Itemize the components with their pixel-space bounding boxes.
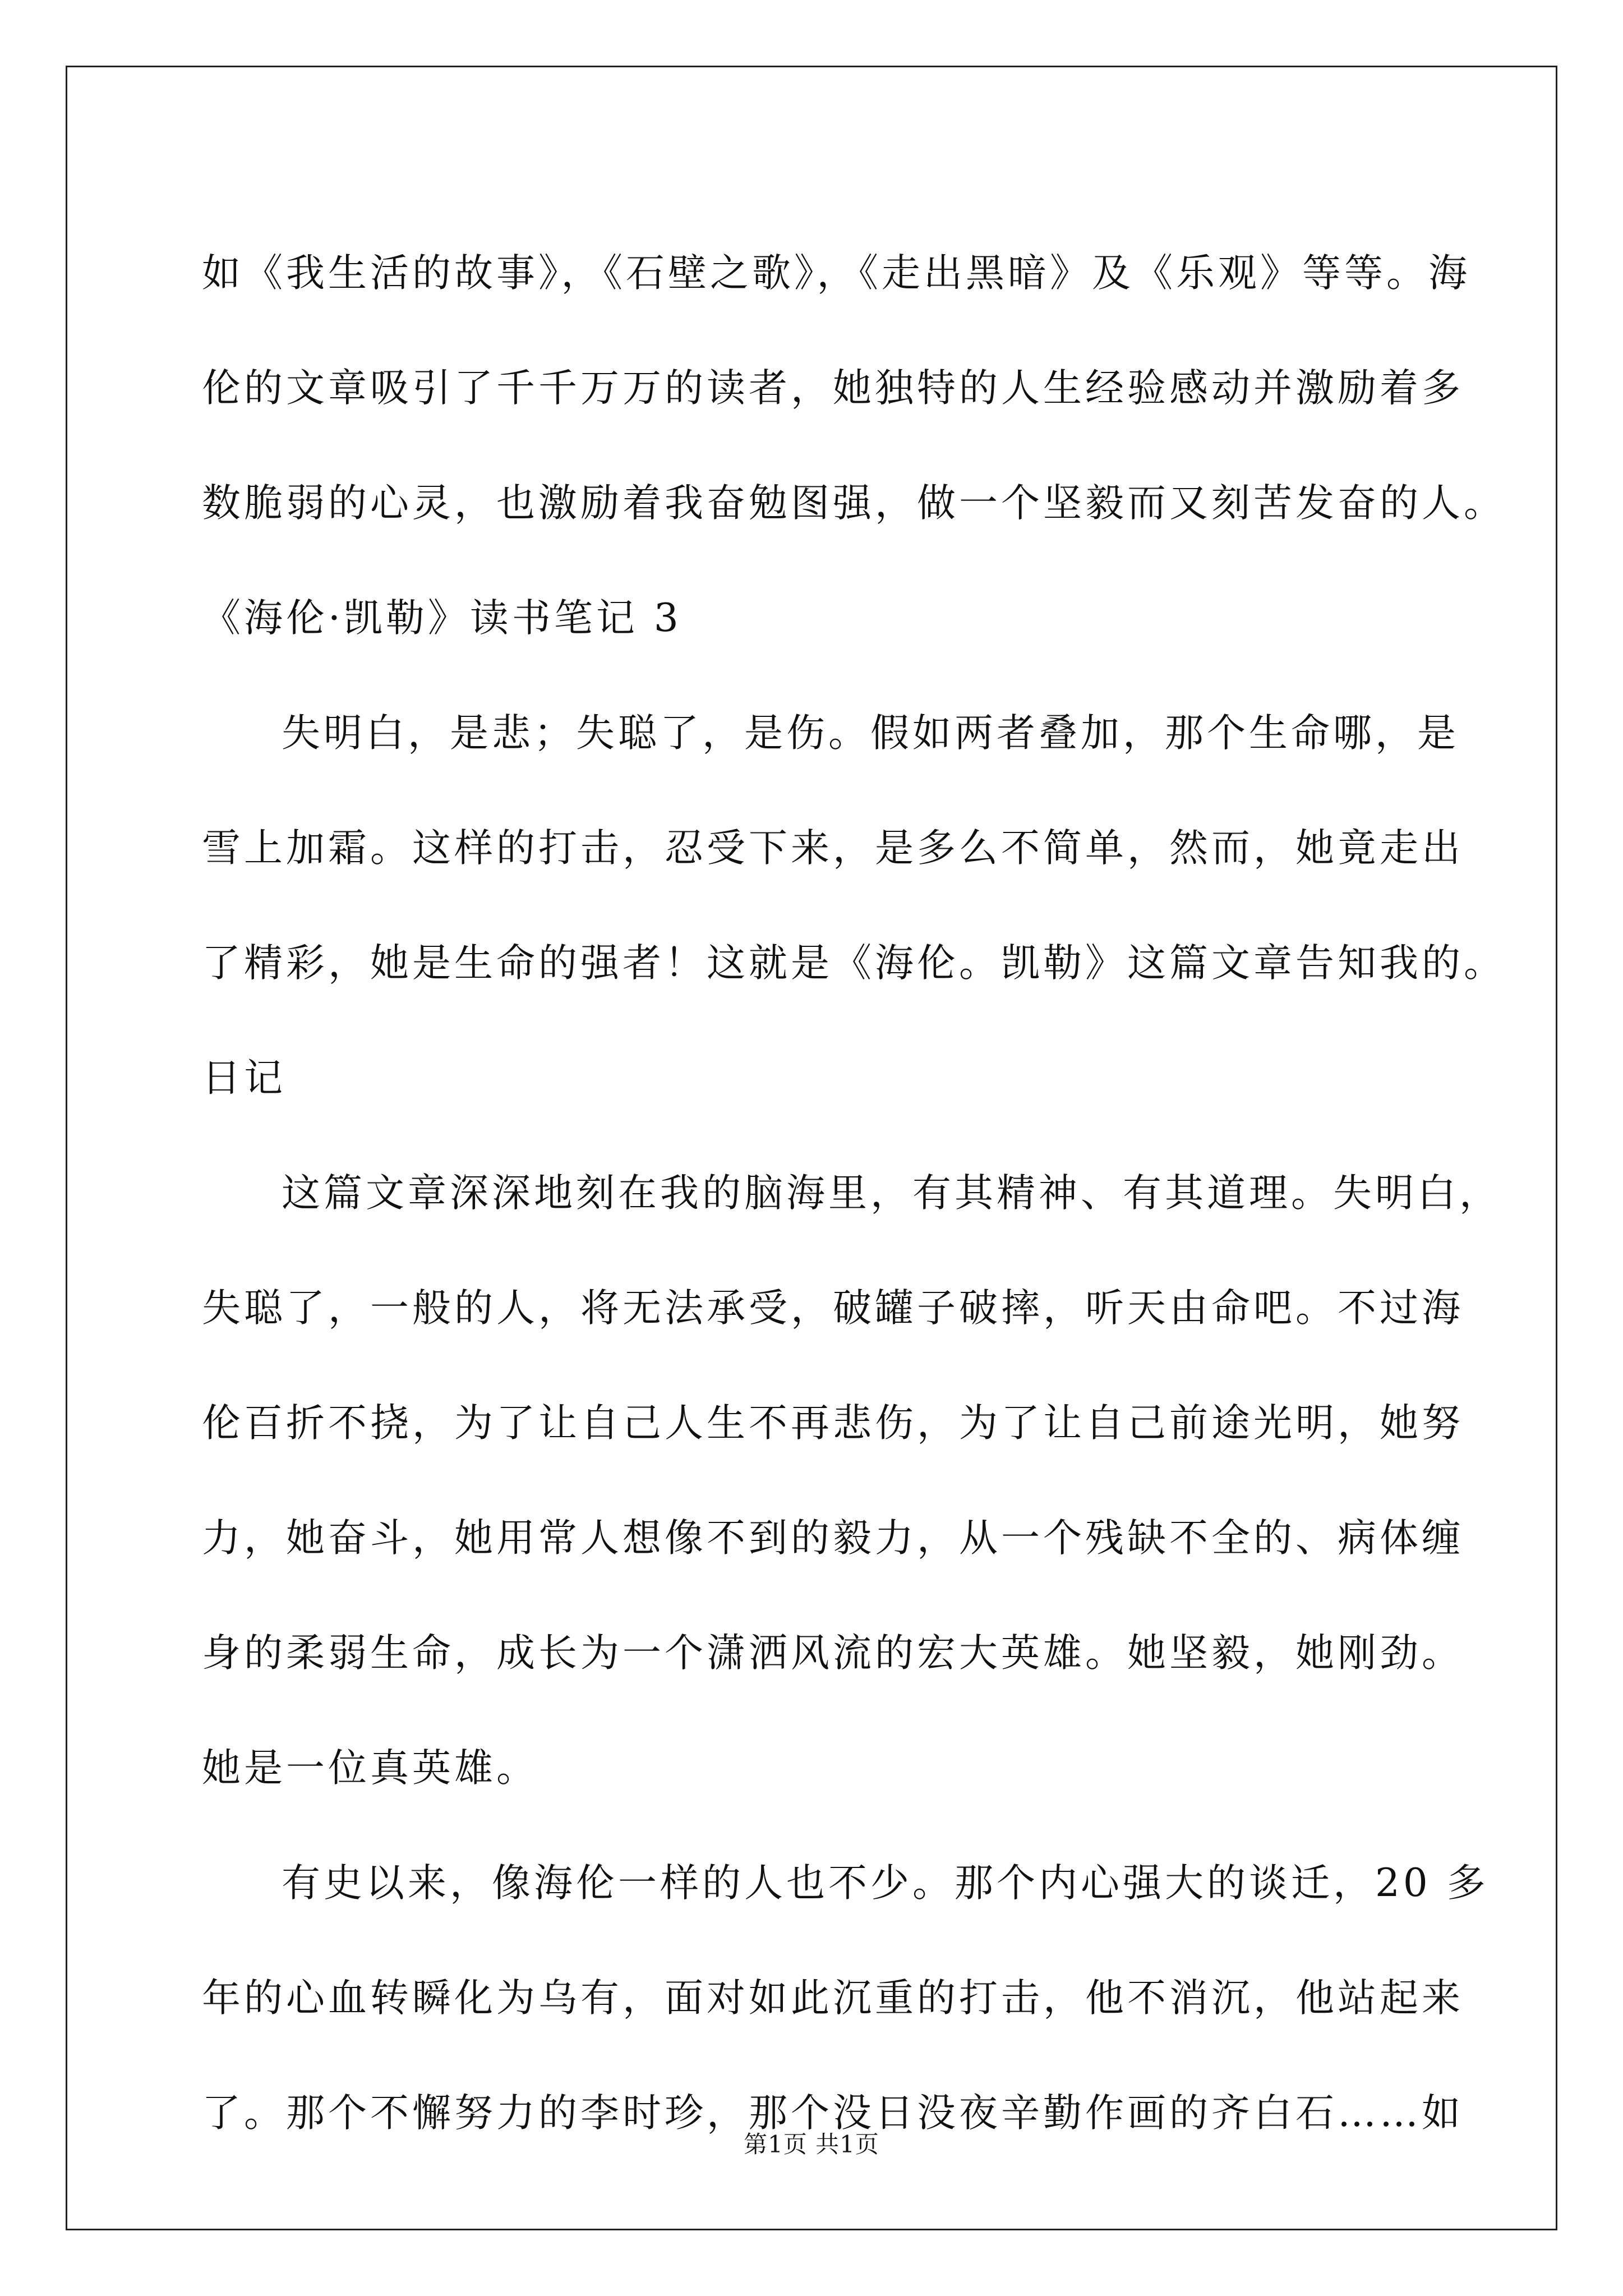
text-line: 日记: [202, 1056, 286, 1101]
text-line: 如《我生活的故事》，《石壁之歌》，《走出黑暗》及《乐观》等等。海: [202, 251, 1470, 296]
text-line: 身的柔弱生命，成长为一个潇洒风流的宏大英雄。她坚毅，她刚劲。: [202, 1631, 1464, 1676]
text-line: 了。那个不懈努力的李时珍，那个没日没夜辛勤作画的齐白石……如: [202, 2091, 1464, 2136]
text-line: 力，她奋斗，她用常人想像不到的毅力，从一个残缺不全的、病体缠: [202, 1516, 1464, 1561]
text-line: 有史以来，像海伦一样的人也不少。那个内心强大的谈迁，20 多: [282, 1861, 1489, 1906]
text-line: 年的心血转瞬化为乌有，面对如此沉重的打击，他不消沉，他站起来: [202, 1976, 1464, 2021]
text-line: 伦的文章吸引了千千万万的读者，她独特的人生经验感动并激励着多: [202, 366, 1464, 411]
text-line: 伦百折不挠，为了让自己人生不再悲伤，为了让自己前途光明，她努: [202, 1401, 1464, 1446]
text-line: 了精彩，她是生命的强者！这就是《海伦。凯勒》这篇文章告知我的。: [202, 941, 1506, 986]
page-footer: 第1页 共1页: [744, 2131, 879, 2158]
text-line: 失聪了，一般的人，将无法承受，破罐子破摔，听天由命吧。不过海: [202, 1286, 1464, 1331]
text-line: 雪上加霜。这样的打击，忍受下来，是多么不简单，然而，她竟走出: [202, 826, 1464, 871]
text-line: 失明白，是悲；失聪了，是伤。假如两者叠加，那个生命哪，是: [282, 711, 1459, 756]
document-body: [202, 216, 1506, 2171]
text-line: 数脆弱的心灵，也激励着我奋勉图强，做一个坚毅而又刻苦发奋的人。: [202, 481, 1506, 526]
section-heading: 《海伦·凯勒》读书笔记 3: [202, 596, 682, 641]
text-line: 她是一位真英雄。: [202, 1746, 538, 1791]
text-line: 这篇文章深深地刻在我的脑海里，有其精神、有其道理。失明白，: [282, 1171, 1501, 1216]
